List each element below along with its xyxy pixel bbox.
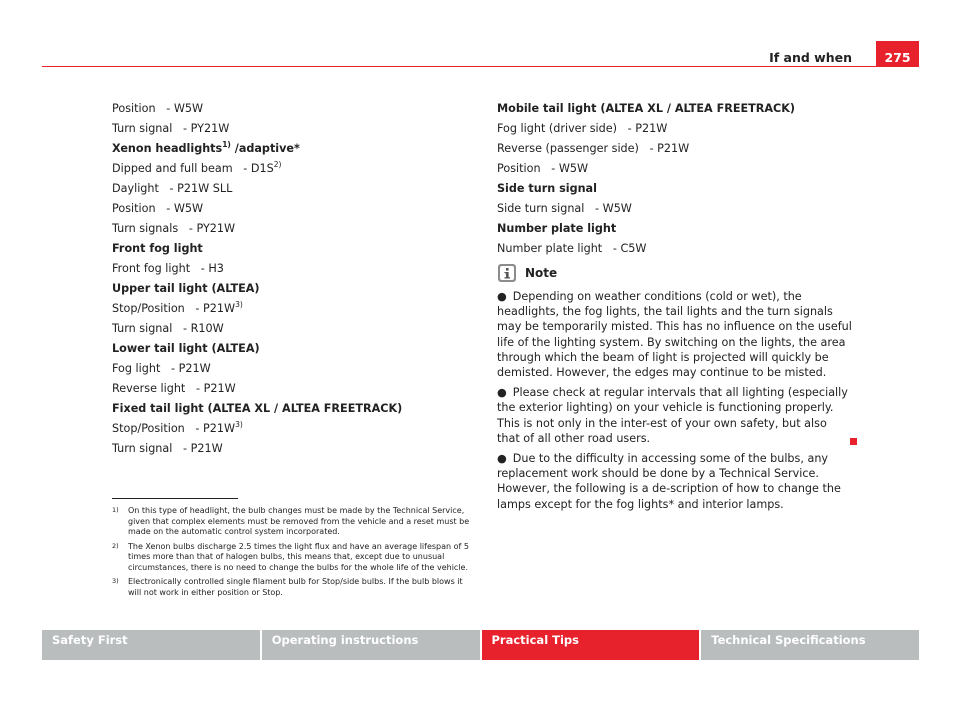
- footnotes: [112, 506, 472, 602]
- spec-line: [112, 300, 462, 317]
- section-end-marker: [850, 438, 857, 445]
- spec-heading-text: Fixed tail light (ALTEA XL / ALTEA FREETRACK): [112, 402, 403, 415]
- spec-heading: [497, 180, 853, 197]
- note-item: [497, 289, 853, 380]
- spec-line: [112, 200, 462, 217]
- spec-heading: [112, 340, 462, 357]
- spec-line-text: Dipped and full beam - D1S: [112, 162, 274, 175]
- spec-line: [112, 420, 462, 437]
- footnote-mark: 3): [112, 577, 119, 585]
- spec-line: [112, 260, 462, 277]
- spec-line-text: Stop/Position - P21W: [112, 422, 236, 435]
- spec-heading: [112, 400, 462, 417]
- spec-line-text: Reverse light - P21W: [112, 382, 236, 395]
- footnote-ref: 3): [235, 420, 243, 429]
- spec-heading: [497, 220, 853, 237]
- spec-line: [497, 200, 853, 217]
- section-title: If and when: [769, 50, 852, 65]
- tab-practical-tips[interactable]: Practical Tips: [482, 630, 700, 660]
- footnote-text: On this type of headlight, the bulb changes must be made by the Technical Service, given that complex elements must be removed from the vehicle and a reset must be made on the automatic control system incorporated.: [128, 506, 470, 536]
- spec-heading: [112, 140, 462, 157]
- left-column: [112, 100, 462, 460]
- spec-line-text: Stop/Position - P21W: [112, 302, 236, 315]
- spec-line: [112, 100, 462, 117]
- spec-line: [112, 180, 462, 197]
- spec-heading-text: Side turn signal: [497, 182, 597, 195]
- spec-line: [497, 140, 853, 157]
- spec-line-text: Fog light - P21W: [112, 362, 211, 375]
- spec-line-text: Position - W5W: [497, 162, 589, 175]
- note-icon: [497, 263, 517, 283]
- footnote: [112, 577, 472, 598]
- spec-heading-text: Upper tail light (ALTEA): [112, 282, 260, 295]
- spec-line-text: Front fog light - H3: [112, 262, 224, 275]
- spec-heading-text: Mobile tail light (ALTEA XL / ALTEA FREETRACK): [497, 102, 796, 115]
- footnote: [112, 506, 472, 538]
- footnote-mark: 2): [112, 541, 119, 550]
- note-item: [497, 385, 853, 446]
- spec-heading: [112, 280, 462, 297]
- note-title: Note: [525, 265, 558, 280]
- spec-line: [112, 160, 462, 177]
- spec-line-text: Reverse (passenger side) - P21W: [497, 142, 690, 155]
- header-rule: [42, 66, 876, 67]
- chapter-tabs: [42, 630, 919, 660]
- spec-heading-text: Lower tail light (ALTEA): [112, 342, 260, 355]
- spec-line: [497, 120, 853, 137]
- spec-line: [112, 440, 462, 457]
- tab-technical-specifications[interactable]: Technical Specifications: [701, 630, 919, 660]
- spec-line: [112, 380, 462, 397]
- tab-operating-instructions[interactable]: Operating instructions: [262, 630, 480, 660]
- spec-line-text: Position - W5W: [112, 202, 204, 215]
- note-item-text: Due to the difficulty in accessing some of the bulbs, any replacement work should be done by a Technical Service. However, the following is a de-scription of how to change the lamps except for the fog lights* and interior lamps.: [497, 452, 841, 511]
- spec-line-text: Turn signals - PY21W: [112, 222, 236, 235]
- right-column: [497, 100, 853, 517]
- note-list: [497, 289, 853, 512]
- spec-line-text: Number plate light - C5W: [497, 242, 647, 255]
- spec-line: [497, 240, 853, 257]
- spec-line-text: Fog light (driver side) - P21W: [497, 122, 668, 135]
- spec-line: [112, 360, 462, 377]
- spec-heading-text: Xenon headlights: [112, 142, 223, 155]
- footnote-ref: 1): [222, 140, 231, 149]
- footnote-rule: [112, 498, 238, 499]
- spec-line-text: Side turn signal - W5W: [497, 202, 632, 215]
- spec-line: [112, 220, 462, 237]
- note-header: [497, 263, 853, 283]
- spec-heading: [497, 100, 853, 117]
- spec-heading-suffix: /adaptive*: [230, 142, 300, 155]
- note-item-text: Depending on weather conditions (cold or wet), the headlights, the fog lights, the tail lights and the turn signals may be temporarily misted. This has no influence on the useful life of the lighting system. By switching on the lights, the area through which the beam of light is projected will quickly be demisted. However, the edges may continue to be misted.: [497, 290, 852, 380]
- spec-line-text: Daylight - P21W SLL: [112, 182, 233, 195]
- note-item-text: Please check at regular intervals that all lighting (especially the exterior lighting) on your vehicle is functioning properly. This is not only in the inter-est of your own safety, but also that of all other road users.: [497, 386, 848, 445]
- footnote-mark: 1): [112, 506, 119, 514]
- footnote-ref: 2): [273, 160, 282, 169]
- spec-heading: [112, 240, 462, 257]
- footnote-text: The Xenon bulbs discharge 2.5 times the light flux and have an average lifespan of 5 times more than that of halogen bulbs, this means that, except due to unusual circumstances, there is no need to change the bulbs for the whole life of the vehicle.: [128, 541, 469, 572]
- bullet-icon: ●: [497, 290, 507, 303]
- spec-line-text: Turn signal - P21W: [112, 442, 223, 455]
- spec-line-text: Turn signal - PY21W: [112, 122, 230, 135]
- spec-line: [497, 160, 853, 177]
- spec-line: [112, 120, 462, 137]
- footnote-ref: 3): [235, 300, 243, 309]
- bullet-icon: ●: [497, 386, 507, 400]
- spec-line: [112, 320, 462, 337]
- page-number: 275: [876, 41, 919, 67]
- footnote: [112, 542, 472, 574]
- tab-safety-first[interactable]: Safety First: [42, 630, 260, 660]
- bullet-icon: ●: [497, 452, 507, 466]
- note-item: [497, 451, 853, 512]
- spec-heading-text: Number plate light: [497, 222, 617, 235]
- spec-heading-text: Front fog light: [112, 242, 203, 255]
- spec-line-text: Turn signal - R10W: [112, 322, 224, 335]
- spec-line-text: Position - W5W: [112, 102, 204, 115]
- footnote-text: Electronically controlled single filament bulb for Stop/side bulbs. If the bulb blows it will not work in either position or Stop.: [128, 577, 463, 597]
